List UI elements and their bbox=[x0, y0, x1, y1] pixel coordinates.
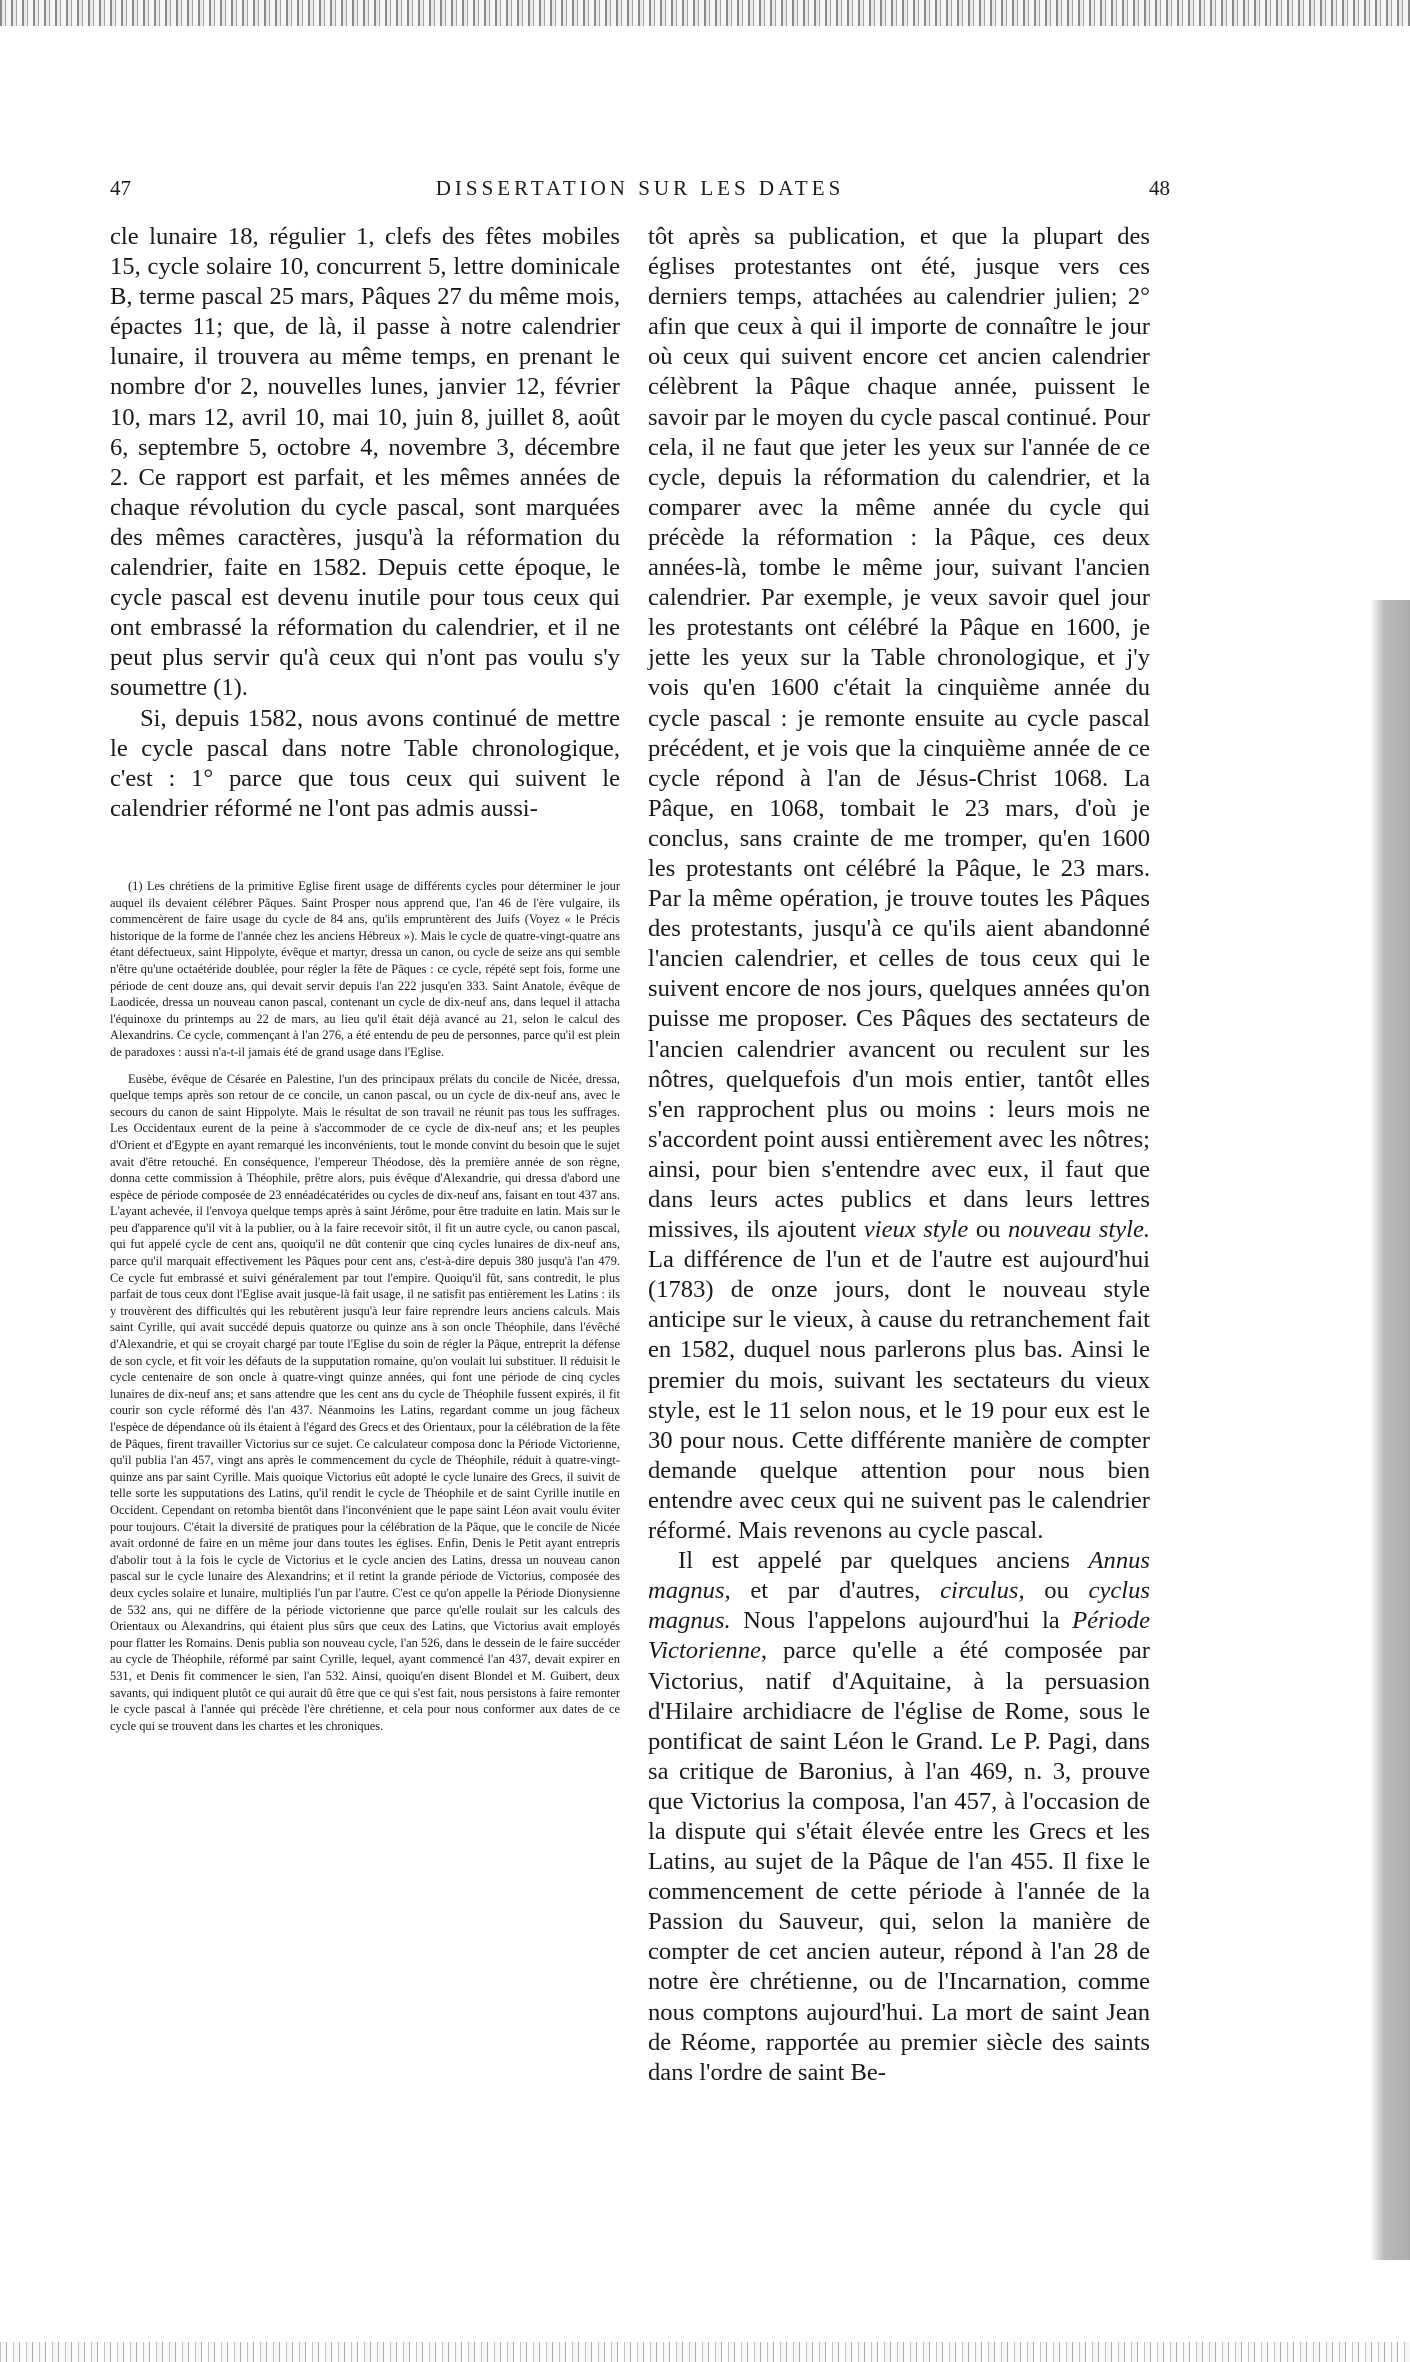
annus-magnus-term: Annus magnus, bbox=[648, 1547, 1150, 1605]
left-column bbox=[110, 222, 620, 824]
left-paragraph-2: Si, depuis 1582, nous avons continué de mettre le cycle pascal dans notre Table chronologique, c'est : 1° parce que tous ceux qui suivent le calendrier réformé ne l'ont pas admis aussi- bbox=[110, 704, 620, 822]
para2-part-b: et par d'autres, bbox=[730, 1577, 941, 1605]
left-paragraph-1: cle lunaire 18, régulier 1, clefs des fêtes mobiles 15, cycle solaire 10, concurrent 5, lettre dominicale B, terme pascal 25 mars, Pâques 27 du même mois, épactes 11; que, de là, il passe à notre calendrier lunaire, il trouvera au même temps, en prenant le nombre d'or 2, nouvelles lunes, janvier 12, février 10, mars 12, avril 10, mai 10, juin 8, juillet 8, août 6, septembre 5, octobre 4, novembre 3, décembre 2. Ce rapport est parfait, et les mêmes années de chaque révolution du cycle pascal, sont marquées des mêmes caractères, jusqu'à la réformation du calendrier, faite en 1582. Depuis cette époque, le cycle pascal est devenu inutile pour tous ceux qui ont embrassé la réformation du calendrier, et il ne peut plus servir qu'à ceux qui n'ont pas voulu s'y soumettre (1). bbox=[110, 223, 620, 702]
scan-border-bottom bbox=[0, 2342, 1410, 2362]
right-column bbox=[648, 222, 1150, 2088]
para2-part-c: ou bbox=[1024, 1577, 1089, 1605]
right-paragraph-1-text: tôt après sa publication, et que la plupart des églises protestantes ont été, jusque vers ces derniers temps, attachées au calendrier julien; 2° afin que ceux à qui il importe de connaître le jour où ceux qui suivent encore cet ancien calendrier célèbrent la Pâque chaque année, puissent le savoir par le moyen du cycle pascal continué. Pour cela, il ne faut que jeter les yeux sur l'année de ce cycle, depuis la réformation du calendrier, et la comparer avec la même année du cycle qui précède la réformation : la Pâque, ces deux années-là, tombe le même jour, suivant l'ancien calendrier. Par exemple, je veux savoir quel jour les protestants ont célébré la Pâque en 1600, je jette les yeux sur la Table chronologique, et j'y vois qu'en 1600 c'était la cinquième année du cycle pascal : je remonte ensuite au cycle pascal précédent, et je vois que la cinquième année de ce cycle répond à l'an de Jésus-Christ 1068. La Pâque, en 1068, tombait le 23 mars, d'où je conclus, sans crainte de me tromper, qu'en 1600 les protestants ont célébré la Pâque, le 23 mars. Par la même opération, je trouve toutes les Pâques des protestants, jusqu'à ce qu'ils aient abandonné l'ancien calendrier, et celles de tous ceux qui le suivent encore de nos jours, quelques années qu'on puisse me proposer. Ces Pâques des sectateurs de l'ancien calendrier avancent ou reculent sur les nôtres, quelquefois d'un mois entier, tantôt elles s'en rapprochent plus ou moins : leurs mois ne s'accordent point aussi entièrement avec les nôtres; ainsi, pour bien s'entendre avec eux, il faut que dans leurs actes publics et dans leurs lettres missives, ils ajoutent bbox=[648, 223, 1150, 1244]
footnote-paragraph-1: (1) Les chrétiens de la primitive Eglise firent usage de différents cycles pour déterminer le jour auquel ils devaient célébrer Pâques. Saint Prosper nous apprend que, l'an 46 de l'ère vulgaire, ils commencèrent de faire usage du cycle de 84 ans, qu'ils empruntèrent des Juifs (Voyez « le Précis historique de la forme de l'année chez les anciens Hébreux »). Mais le cycle de quatre-vingt-quatre ans étant défectueux, saint Hippolyte, évêque et martyr, dressa un canon, ou cycle de seize ans qui semble n'être qu'une octaétéride doublée, pour régler la fête de Pâques : ce cycle, répété sept fois, forme une période de cent douze ans, qui devait servir depuis l'an 222 jusqu'en 333. Saint Anatole, évêque de Laodicée, dressa un nouveau canon pascal, contenant un cycle de dix-neuf ans, dans lequel il attacha l'équinoxe du printemps au 22 de mars, au lieu qu'il était déjà avancé au 21, selon le calcul des Alexandrins. Ce cycle, commençant à l'an 276, a été entendu de peu de personnes, parce qu'il est plein de paradoxes : aussi n'a-t-il jamais été de grand usage dans l'Eglise. bbox=[110, 879, 620, 1059]
footnote-paragraph-2: Eusèbe, évêque de Césarée en Palestine, l'un des principaux prélats du concile de Nicée, dressa, quelque temps après son retour de ce concile, un canon pascal, ou un cycle de dix-neuf ans, avec le secours du canon de saint Hippolyte. Mais le résultat de son travail ne réunit pas tous les suffrages. Les Occidentaux eurent de la peine à s'accommoder de ce cycle de dix-neuf ans; et les peuples d'Orient et d'Egypte en ayant remarqué les inconvénients, tout le monde convint du besoin que le sujet avait d'être retouché. En conséquence, l'empereur Théodose, dès la première année de son règne, donna cette commission à Théophile, prêtre alors, puis évêque d'Alexandrie, qui dressa d'abord une espèce de période composée de 23 ennéadécatérides ou cycles de dix-neuf ans, faisant en tout 437 ans. L'ayant achevée, il l'envoya quelque temps après à saint Jérôme, pour être traduite en latin. Mais sur le peu d'apparence qu'il vit à la publier, ou à la faire recevoir sitôt, il fit un autre cycle, ou canon pascal, qui fut appelé cycle de cent ans, quoiqu'il ne dût contenir que cinq cycles lunaires de dix-neuf ans, parce qu'il marquait effectivement les Pâques pour cent ans, c'est-à-dire depuis 380 jusqu'à l'an 479. Ce cycle fut embrassé et suivi généralement par tout l'empire. Quoiqu'il fût, sans contredit, le plus parfait de tous ceux dont l'Eglise avait jusque-là fait usage, il ne satisfit pas entièrement les Latins : ils y trouvèrent des difficultés qui les rebutèrent jusqu'à leur faire reprendre leurs anciens calculs. Mais saint Cyrille, qui avait succédé depuis quatorze ou quinze ans à son oncle Théophile, dans l'évêché d'Alexandrie, et qui se croyait chargé par toute l'Eglise du soin de régler la Pâque, entreprit la défense de son cycle, et fit voir les défauts de la supputation romaine, qu'on voulait lui substituer. Il réduisit le cycle centenaire de son oncle à quatre-vingt quinze années, qui font une période de cinq cycles lunaires de dix-neuf ans; et sans attendre que les cent ans du cycle de Théophile fussent expirés, il fit courir son cycle réformé dès l'an 437. Néanmoins les Latins, regardant comme un joug fâcheux l'espèce de dépendance où ils étaient à l'égard des Grecs et des Orientaux, pour la célébration de la fête de Pâques, firent travailler Victorius sur ce sujet. Ce calculateur composa donc la Période Victorienne, qu'il publia l'an 457, vingt ans après le commencement du cycle de Théophile, réduit à quatre-vingt-quinze ans par saint Cyrille. Mais quoique Victorius eût adopté le cycle lunaire des Grecs, il suivit de telle sorte les supputations des Latins, qu'il rendit le cycle de Théophile et de saint Cyrille inutile en Occident. Cependant on retomba bientôt dans l'inconvénient que le pape saint Léon avait voulu éviter pour toujours. C'était la diversité de pratiques pour la célébration de la Pâque, que le concile de Nicée avait ordonné de faire en un même jour dans toutes les églises. Enfin, Denis le Petit ayant entrepris d'abolir tout à la fois le cycle de Victorius et le cycle ancien des Latins, dressa un nouveau canon pascal sur le cycle lunaire des Alexandrins; et il retint la grande période de Victorius, composée des deux cycles solaire et lunaire, multipliés l'un par l'autre. C'est ce qu'on appelle la Période Dionysienne de 532 ans, qui ne diffère de la période victorienne que parce qu'elle roulait sur les calculs des Orientaux ou Alexandrins, qui étaient plus sûrs que ceux des Latins, que Victorius avait employés pour flatter les Romains. Denis publia son nouveau cycle, l'an 526, dans le dessein de le faire succéder au cycle de Théophile, réformé par saint Cyrille, lequel, ayant commencé l'an 437, devait expirer en 531, et Denis fit commencer le sien, l'an 532. Ainsi, quoiqu'en disent Blondel et M. Guibert, deux savants, qui indiquent plutôt ce qui aurait dû être que ce qui s'est fait, nous persistons à faire remonter le cycle pascal à l'année qui précède l'ère chrétienne, et cela pour nous conformer aux dates de ce cycle qui se trouvent dans les chartes et les chroniques. bbox=[110, 1071, 620, 1733]
footnote bbox=[110, 878, 620, 1734]
circulus-term: circulus, bbox=[940, 1577, 1025, 1605]
right-paragraph-1-end: La différence de l'un et de l'autre est aujourd'hui (1783) de onze jours, dont le nouveau style anticipe sur le vieux, à cause du retranchement fait en 1582, duquel nous parlerons plus bas. Ainsi le premier du mois, suivant les sectateurs du vieux style, est le 11 selon nous, et le 19 pour eux est le 30 pour nous. Cette différente manière de compter demande quelque attention pour nous bien entendre avec ceux qui ne suivent pas le calendrier réformé. Mais revenons au cycle pascal. bbox=[648, 1246, 1150, 1545]
vieux-style-term: vieux style bbox=[863, 1216, 969, 1244]
running-header bbox=[110, 176, 1170, 206]
periode-victorienne-term: Période Victorienne, bbox=[648, 1607, 1150, 1665]
scan-border-top bbox=[0, 0, 1410, 26]
nouveau-style-term: nouveau style. bbox=[1007, 1216, 1151, 1244]
right-paragraph-2 bbox=[648, 1546, 1150, 2088]
para2-part-d: Nous l'appelons aujourd'hui la bbox=[730, 1607, 1073, 1635]
cyclus-magnus-term: cyclus magnus. bbox=[648, 1577, 1150, 1635]
running-title: DISSERTATION SUR LES DATES bbox=[435, 176, 845, 200]
conjunction-ou: ou bbox=[968, 1216, 1008, 1244]
page-number-left: 47 bbox=[110, 176, 131, 200]
para2-part-a: Il est appelé par quelques anciens bbox=[678, 1547, 1089, 1575]
scan-border-right bbox=[1370, 600, 1410, 2260]
right-paragraph-1 bbox=[648, 222, 1150, 1546]
page-number-right: 48 bbox=[1149, 176, 1170, 200]
para2-part-e: parce qu'elle a été composée par Victorius, natif d'Aquitaine, à la persuasion d'Hilaire archidiacre de l'église de Rome, sous le pontificat de saint Léon le Grand. Le P. Pagi, dans sa critique de Baronius, à l'an 469, n. 3, prouve que Victorius la composa, l'an 457, à l'occasion de la dispute qui s'était élevée entre les Grecs et les Latins, au sujet de la Pâque de l'an 455. Il fixe le commencement de cette période à l'année de la Passion du Sauveur, qui, selon la manière de compter de cet ancien auteur, répond à l'an 28 de notre ère chrétienne, ou de l'Incarnation, comme nous comptons aujourd'hui. La mort de saint Jean de Réome, rapportée au premier siècle des saints dans l'ordre de saint Be- bbox=[648, 1637, 1150, 2086]
